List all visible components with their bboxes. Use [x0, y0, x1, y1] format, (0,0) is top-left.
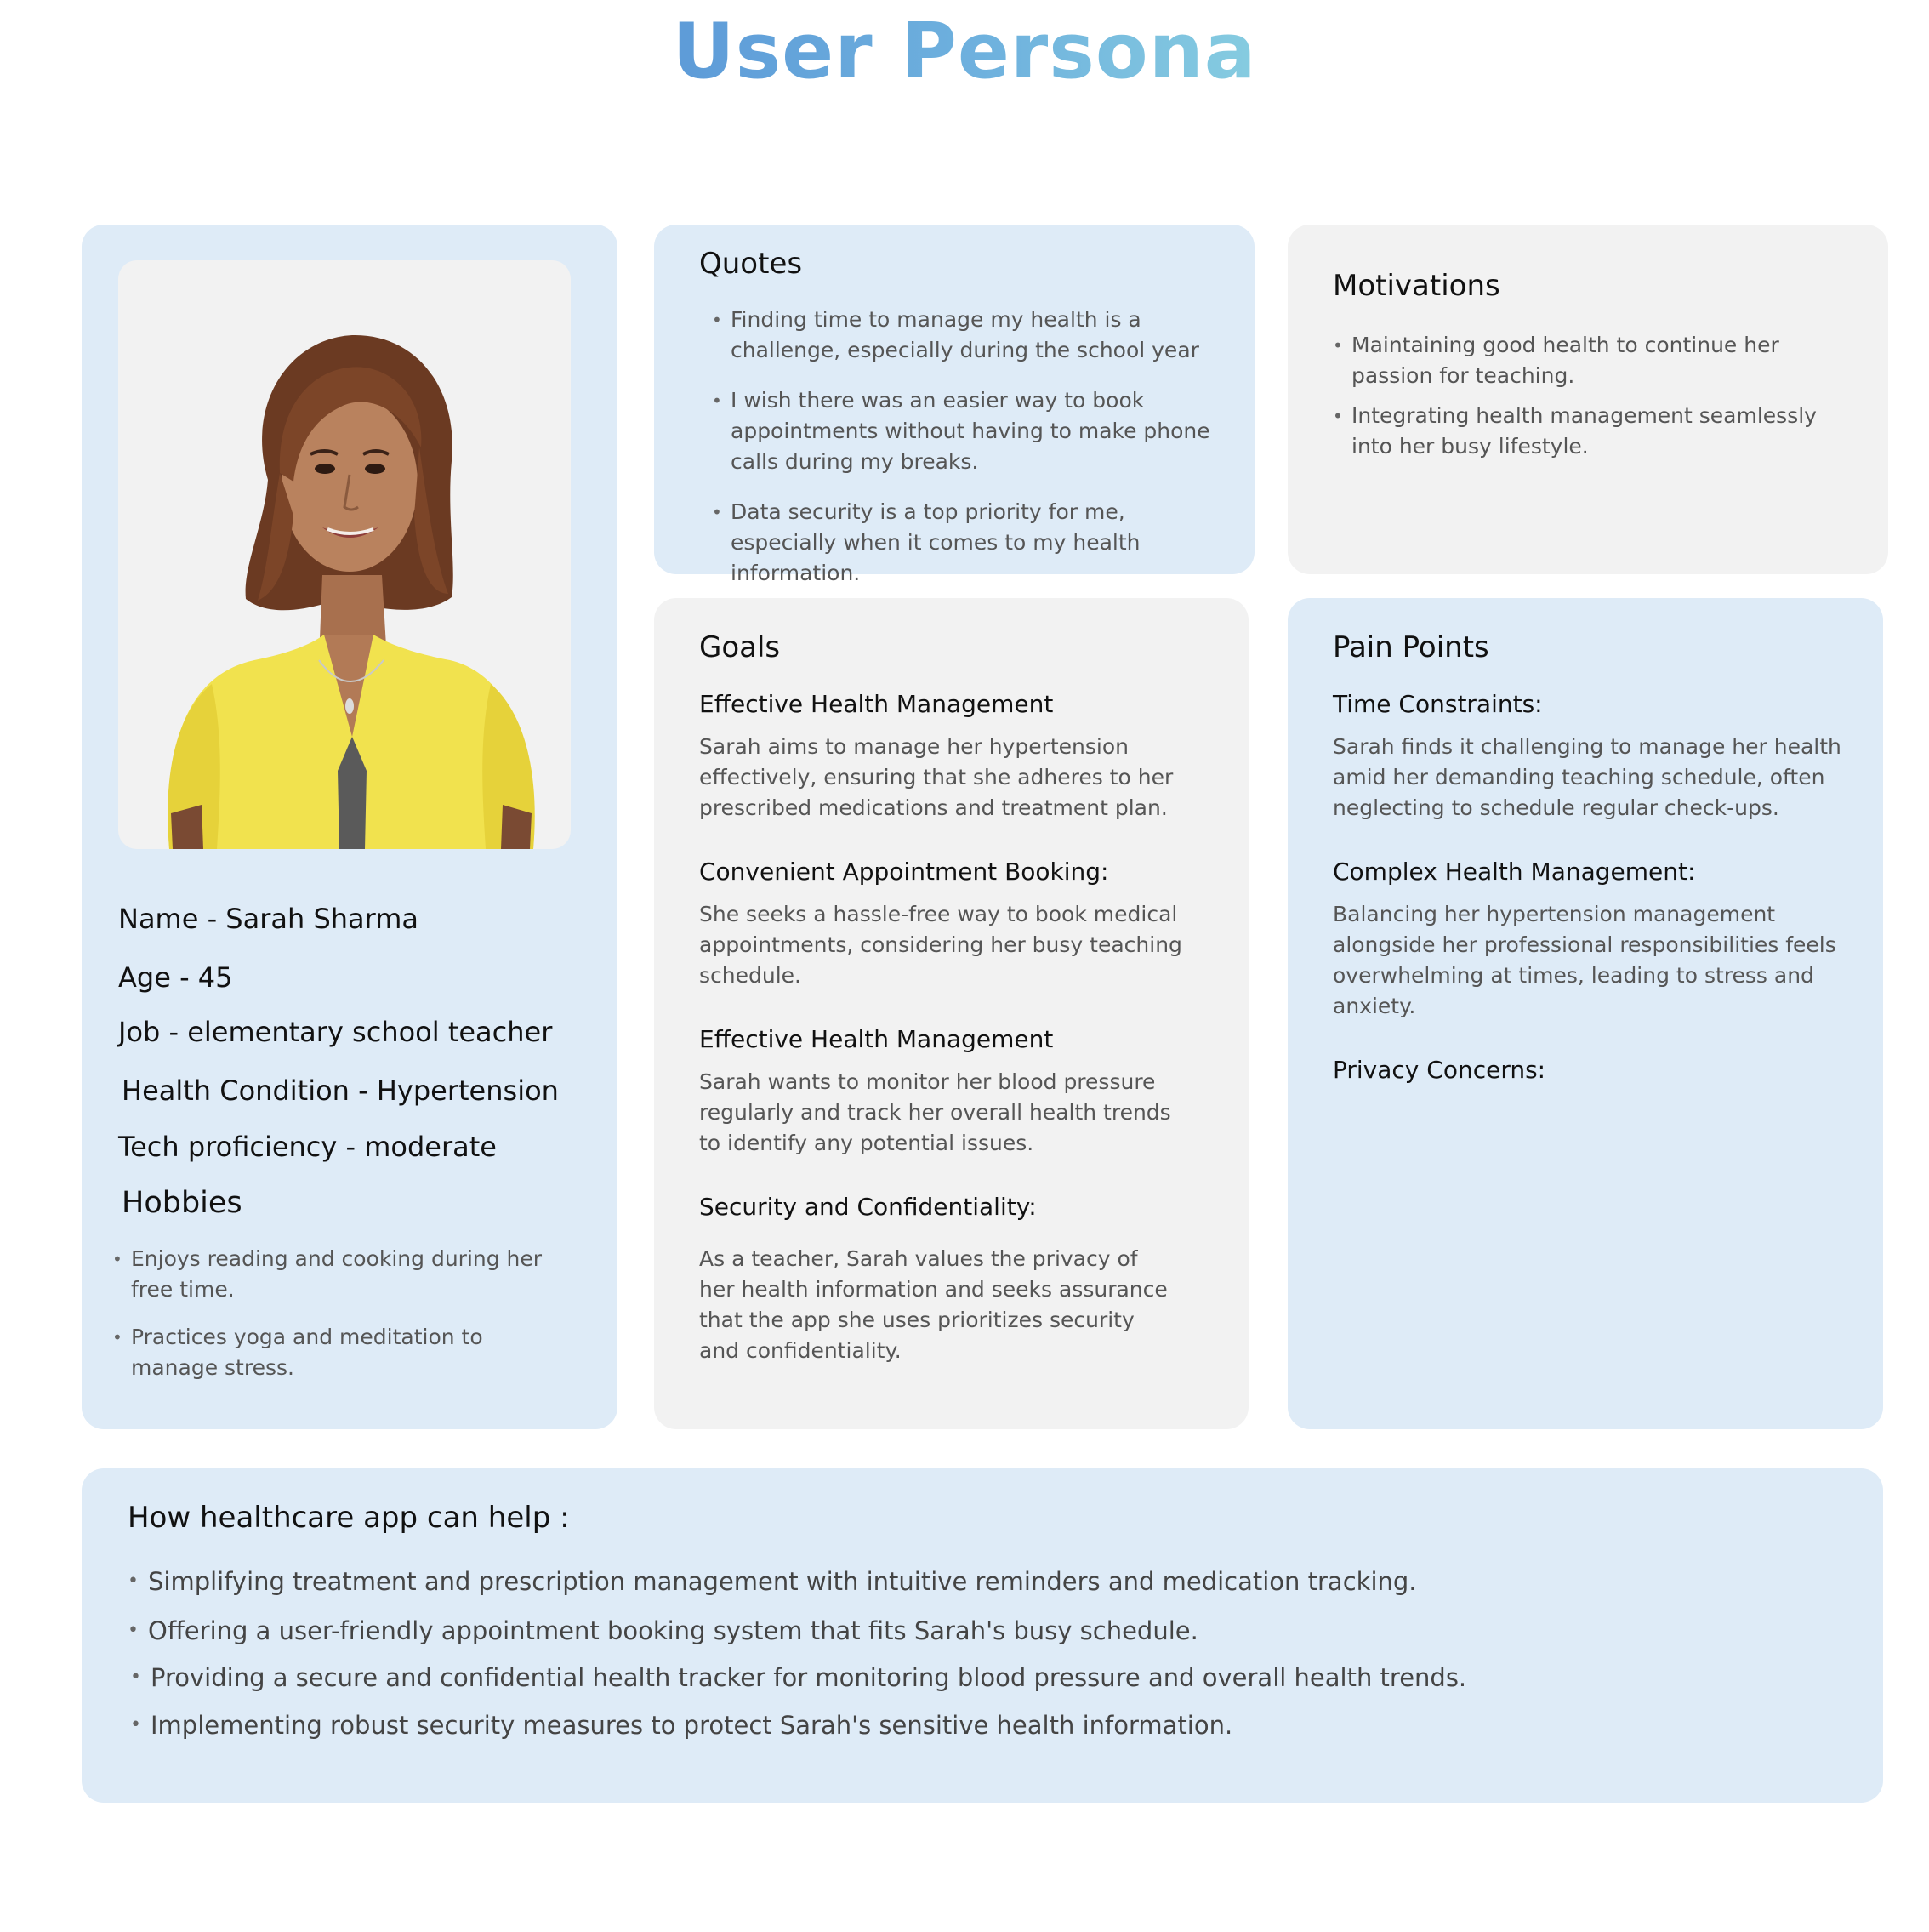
hobby-item: • Practices yoga and meditation to manage stress.	[112, 1322, 521, 1383]
help-item: • Simplifying treatment and prescription management with intuitive reminders and medication tracking.	[128, 1564, 1417, 1599]
pain-point-heading: Time Constraints:	[1333, 690, 1543, 718]
pain-points-heading: Pain Points	[1333, 630, 1489, 664]
page-title-text: User Persona	[672, 7, 1257, 96]
persona-photo	[118, 260, 571, 849]
goal-heading: Effective Health Management	[699, 690, 1054, 718]
pain-point-heading: Complex Health Management:	[1333, 858, 1696, 886]
hobbies-heading: Hobbies	[122, 1186, 242, 1220]
page-title	[0, 7, 1929, 96]
persona-portrait-image	[118, 260, 571, 849]
goal-text: As a teacher, Sarah values the privacy of her health information and seeks assurance that the app she uses prioritizes security and confidentiality.	[699, 1246, 1168, 1363]
persona-age: Age - 45	[118, 961, 233, 994]
motivation-item: • Maintaining good health to continue her passion for teaching.	[1333, 330, 1860, 391]
persona-name: Name - Sarah Sharma	[118, 903, 419, 935]
goal-heading: Convenient Appointment Booking:	[699, 858, 1109, 886]
quote-item: • Data security is a top priority for me, especially when it comes to my health information.	[712, 497, 1222, 589]
hobby-item: • Enjoys reading and cooking during her free time.	[112, 1244, 589, 1305]
pain-point-text: Balancing her hypertension management alongside her professional responsibilities feels overwhelming at times, leading to stress and anxiety.	[1333, 902, 1836, 1018]
quotes-heading: Quotes	[699, 247, 803, 281]
motivations-heading: Motivations	[1333, 269, 1500, 303]
quote-item: • I wish there was an easier way to book appointments without having to make phone calls during my breaks.	[712, 385, 1214, 477]
motivation-item: • Integrating health management seamlessly into her busy lifestyle.	[1333, 401, 1860, 462]
pain-point-heading: Privacy Concerns:	[1333, 1056, 1546, 1084]
help-heading: How healthcare app can help :	[128, 1501, 570, 1535]
goal-heading: Effective Health Management	[699, 1025, 1054, 1053]
help-item: • Offering a user-friendly appointment booking system that fits Sarah's busy schedule.	[128, 1614, 1198, 1648]
quote-item: • Finding time to manage my health is a challenge, especially during the school year	[712, 305, 1214, 366]
pain-point-text: Sarah finds it challenging to manage her health amid her demanding teaching schedule, often neglecting to schedule regular check-ups.	[1333, 734, 1841, 820]
help-item: • Implementing robust security measures to protect Sarah's sensitive health information.	[130, 1708, 1232, 1742]
goal-heading: Security and Confidentiality:	[699, 1193, 1037, 1221]
persona-health-condition: Health Condition - Hypertension	[122, 1074, 559, 1107]
goal-text: Sarah wants to monitor her blood pressure regularly and track her overall health trends to identify any potential issues.	[699, 1069, 1171, 1155]
goal-text: Sarah aims to manage her hypertension effectively, ensuring that she adheres to her prescribed medications and treatment plan.	[699, 734, 1174, 820]
help-item: • Providing a secure and confidential health tracker for monitoring blood pressure and overall health trends.	[130, 1661, 1466, 1695]
persona-tech-proficiency: Tech proficiency - moderate	[118, 1131, 497, 1163]
persona-job: Job - elementary school teacher	[118, 1016, 553, 1048]
goals-heading: Goals	[699, 630, 781, 664]
goal-text: She seeks a hassle-free way to book medical appointments, considering her busy teaching schedule.	[699, 902, 1182, 988]
